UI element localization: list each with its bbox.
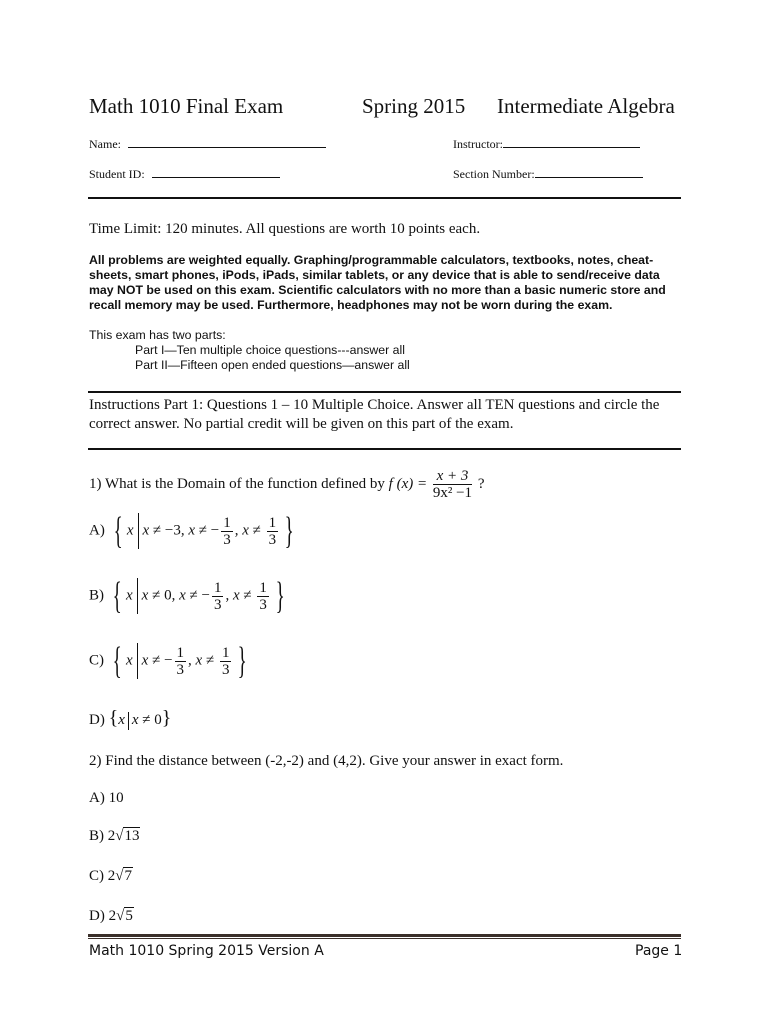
question-1-fraction (433, 468, 472, 501)
coefficient: 2 (107, 828, 116, 844)
q1-option-c[interactable]: C) { x x ≠ − $\frac{1}{3}$ , x ≠ $\frac{1}{3}$ } (89, 640, 248, 682)
instructor-label: Instructor: (453, 137, 503, 151)
coefficient: 2 (107, 868, 116, 884)
question-1-prompt: 1) What is the Domain of the function defined by (89, 475, 385, 492)
q2-option-d[interactable] (89, 908, 134, 925)
set-condition: x (142, 522, 150, 539)
instructor-blank[interactable] (503, 135, 640, 148)
question-1 (89, 468, 484, 501)
set-bar (137, 643, 138, 679)
student-id-label: Student ID: (89, 167, 145, 181)
q1-option-a[interactable]: A) { x x ≠ −3, x ≠ − $\frac{1}{3}$ , x ≠ $\frac{1}{3}$ } (89, 510, 294, 552)
exam-term: Spring 2015 (362, 94, 466, 118)
option-label: D) (89, 712, 105, 728)
option-label: A) (89, 522, 105, 539)
fraction-denominator: 9x² −1 (432, 485, 473, 501)
set-bar (138, 513, 139, 549)
fraction-numerator: x + 3 (433, 468, 472, 485)
q1-option-d[interactable]: D) {x x ≠ 0} (89, 707, 172, 729)
q1-option-b[interactable]: B) { x x ≠ 0, x ≠ − $\frac{1}{3}$ , x ≠ $\frac{1}{3}$ } (89, 575, 285, 617)
name-blank[interactable] (128, 135, 326, 148)
exam-rules: All problems are weighted equally. Graphing/programmable calculators, textbooks, notes, cheat-sheets, smart phones, iPods, iPads, similar tablets, or any device that is able to send/receive data may NOT be used on this exam. Scientific calculators with no more than a basic numeric store and recall memory may be used. Furthermore, headphones may not be worn during the exam. (89, 253, 666, 312)
footer-rule (88, 934, 681, 937)
divider (88, 197, 681, 199)
radicand: 7 (124, 868, 132, 884)
left-brace: { (112, 575, 122, 617)
q2-option-a[interactable]: A) 10 (89, 790, 124, 806)
left-brace: { (113, 510, 123, 552)
exam-title: Math 1010 Final Exam (89, 94, 284, 118)
option-label: D) (89, 908, 105, 924)
option-label: C) (89, 868, 104, 884)
part-two: Part II—Fifteen open ended questions—answer all (135, 358, 410, 372)
student-id-field[interactable] (89, 165, 280, 182)
right-brace: } (238, 640, 248, 682)
option-label: B) (89, 828, 104, 844)
section-field[interactable] (453, 165, 643, 182)
instructor-field[interactable] (453, 135, 640, 152)
question-1-function: f (x) = (388, 475, 428, 492)
divider (88, 391, 681, 393)
set-variable: x (126, 522, 134, 539)
radicand: 5 (125, 908, 133, 924)
section-label: Section Number: (453, 167, 535, 181)
radicand: 13 (124, 828, 140, 844)
student-id-blank[interactable] (152, 165, 280, 178)
name-field[interactable] (89, 135, 326, 152)
exam-subject: Intermediate Algebra (497, 94, 675, 118)
divider (88, 448, 681, 450)
radical-sign: √ (115, 828, 124, 844)
option-label: B) (89, 587, 104, 604)
footer-rule-thin (88, 938, 681, 939)
coefficient: 2 (108, 908, 117, 924)
set-bar (137, 578, 138, 614)
page-number: Page 1 (635, 943, 683, 959)
radical-sign: √ (116, 908, 125, 924)
option-label: C) (89, 652, 104, 669)
name-label: Name: (89, 137, 121, 151)
part-one: Part I—Ten multiple choice questions---answer all (135, 343, 405, 357)
parts-intro: This exam has two parts: (89, 328, 226, 342)
q2-option-b[interactable] (89, 828, 140, 845)
question-mark: ? (477, 475, 485, 492)
left-brace: { (112, 640, 122, 682)
question-2-prompt: 2) Find the distance between (-2,-2) and (4,2). Give your answer in exact form. (89, 753, 564, 769)
right-brace: } (284, 510, 294, 552)
section-blank[interactable] (535, 165, 643, 178)
footer-left: Math 1010 Spring 2015 Version A (89, 943, 324, 959)
instructions-part1: Instructions Part 1: Questions 1 – 10 Multiple Choice. Answer all TEN questions and circle the correct answer. No partial credit will be given on this part of the exam. (89, 397, 660, 432)
q2-option-c[interactable] (89, 868, 133, 885)
radical-sign: √ (115, 868, 124, 884)
right-brace: } (275, 575, 285, 617)
time-limit: Time Limit: 120 minutes. All questions are worth 10 points each. (89, 221, 481, 237)
